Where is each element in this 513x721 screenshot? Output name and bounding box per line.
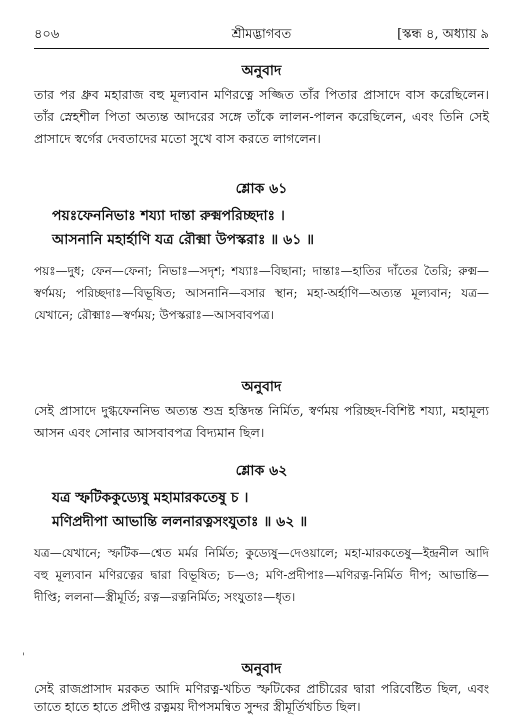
translation-section-3 bbox=[34, 660, 489, 717]
translation-section-1 bbox=[34, 62, 489, 150]
verse-heading: শ্লোক ৬২ bbox=[235, 463, 288, 479]
page-header bbox=[34, 23, 489, 45]
verse-section-61 bbox=[34, 180, 489, 326]
verse-line-2: মণিপ্রদীপা আভান্তি ললনারত্নসংযুতাঃ ॥ ৬২ ॥ bbox=[52, 514, 308, 530]
translation-section-2 bbox=[34, 378, 489, 444]
verse-line-2: আসনানি মহার্হাণি যত্র রৌক্মা উপস্করাঃ ॥ ৬১ ॥ bbox=[52, 232, 315, 248]
chapter-reference: [স্কন্ধ ৪, অধ্যায় ৯ bbox=[397, 27, 489, 42]
verse-line-1: পয়ঃফেননিভাঃ শয্যা দান্তা রুক্মপরিচ্ছদাঃ । bbox=[52, 208, 285, 224]
translation-text: তার পর ধ্রুব মহারাজ বহু মূল্যবান মণিরত্নে সজ্জিত তাঁর পিতার প্রাসাদে বাস করেছিলেন। তাঁর স্নেহশীল পিতা অত্যন্ত আদরের সঙ্গে তাঁকে লালন-পালন করেছিলেন, এবং তিনি সেই প্রাসাদে স্বর্গের দেবতাদের মতো সুখে বাস করতে লাগলেন। bbox=[34, 87, 489, 146]
book-title: শ্রীমদ্ভাগবত bbox=[231, 27, 292, 42]
header-rule bbox=[34, 48, 489, 49]
word-synonyms: যত্র—যেখানে; স্ফটিক—শ্বেত মর্মর নির্মিত; কুড্যেষু—দেওয়ালে; মহা-মারকতেষু—ইন্দ্রনীল আদি বহু মূল্যবান মণিরত্নের দ্বারা বিভূষিত; চ—ও; মণি-প্রদীপাঃ—মণিরত্ন-নির্মিত দীপ; আভান্তি—দীপ্তি; ললনা—স্ত্রীমূর্তি; রত্ন—রত্ননির্মিত; সংযুতাঃ—ধৃত। bbox=[34, 546, 489, 604]
word-synonyms: পয়ঃ—দুধ; ফেন—ফেনা; নিভাঃ—সদৃশ; শয্যাঃ—বিছানা; দান্তাঃ—হাতির দাঁতের তৈরি; রুক্ম—স্বর্ণময়; পরিচ্ছদাঃ—বিভূষিত; আসনানি—বসার স্থান; মহা-অর্হাণি—অত্যন্ত মূল্যবান; যত্র—যেখানে; রৌক্মাঃ—স্বর্ণময়; উপস্করাঃ—আসবাবপত্র। bbox=[34, 264, 489, 322]
verse-heading: শ্লোক ৬১ bbox=[235, 181, 288, 197]
translation-text: সেই রাজপ্রাসাদ মরকত আদি মণিরত্ন-খচিত স্ফটিকের প্রাচীরের দ্বারা পরিবেষ্টিত ছিল, এবং তাতে হাতে হাতে প্রদীপ্ত রত্নময় দীপসমন্বিত সুন্দর স্ত্রীমূর্তিখচিত ছিল। bbox=[34, 682, 489, 715]
translation-heading: অনুবাদ bbox=[241, 63, 282, 79]
translation-heading: অনুবাদ bbox=[241, 379, 282, 395]
margin-mark: ' bbox=[22, 652, 25, 663]
translation-text: সেই প্রাসাদে দুগ্ধফেননিভ অত্যন্ত শুভ্র হস্তিদন্ত নির্মিত, স্বর্ণময় পরিচ্ছদ-বিশিষ্ট শয্যা, মহামূল্য আসন এবং সোনার আসবাবপত্র বিদ্যমান ছিল। bbox=[34, 403, 489, 440]
verse-line-1: যত্র স্ফটিককুড্যেষু মহামারকতেষু চ । bbox=[52, 490, 249, 506]
verse-section-62 bbox=[34, 462, 489, 608]
page-number: ৪০৬ bbox=[34, 27, 60, 42]
translation-heading: অনুবাদ bbox=[241, 661, 282, 677]
